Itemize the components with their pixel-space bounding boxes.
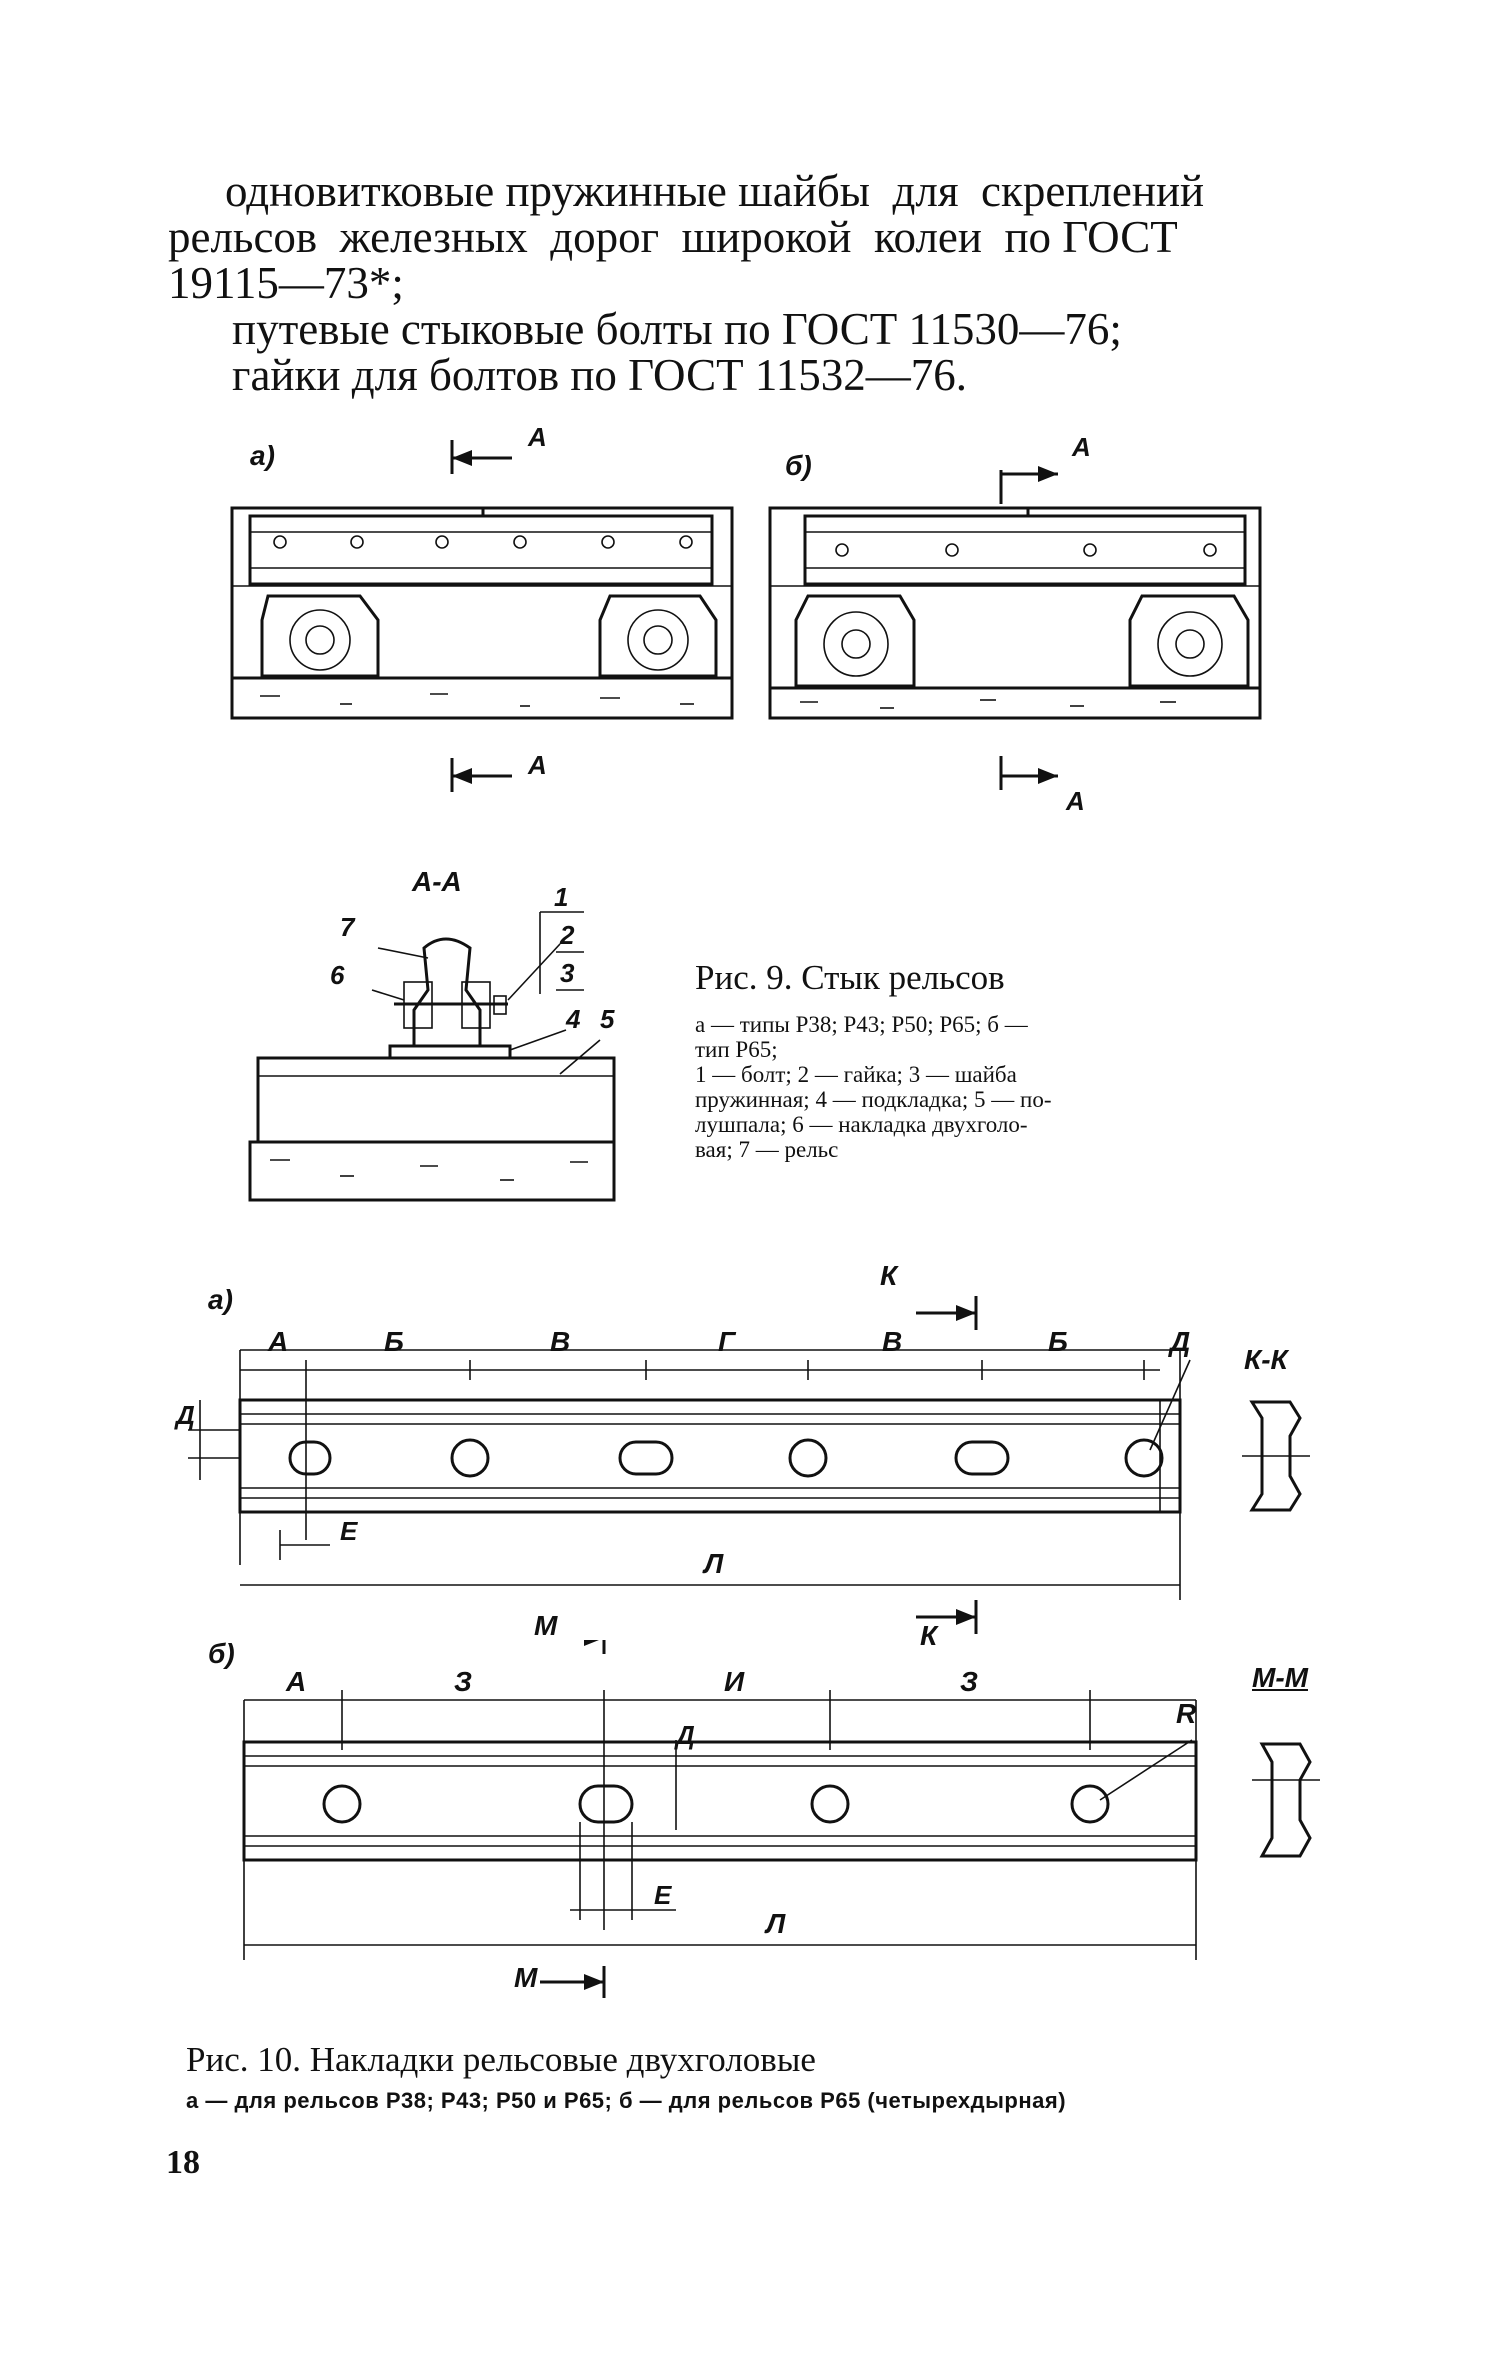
fig9-panel-a bbox=[232, 440, 732, 792]
fig9-legend-line: лушпала; 6 — накладка двухголо- bbox=[695, 1112, 1028, 1137]
text-line-4: путевые стыковые болты по ГОСТ 11530—76; bbox=[232, 304, 1122, 354]
fig10-section-mm: М-М bbox=[1252, 1662, 1308, 1693]
fig10-section-m-top: М bbox=[534, 1610, 558, 1641]
fig10-panel-b bbox=[244, 1640, 1320, 1998]
fig9-section-mark-a-bottom: А bbox=[528, 750, 547, 780]
figure-10b-drawing bbox=[0, 1640, 1501, 2020]
fig10-section-k-bottom: К bbox=[920, 1620, 938, 1651]
fig10-dim-a2: Б bbox=[384, 1326, 404, 1357]
fig10-dim-a1: А bbox=[268, 1326, 289, 1357]
fig10-dim-b4: З bbox=[960, 1666, 978, 1697]
fig9-legend-line: пружинная; 4 — подкладка; 5 — по- bbox=[695, 1087, 1052, 1112]
fig9-part-4: 4 bbox=[566, 1004, 581, 1034]
fig9-section-aa bbox=[250, 912, 614, 1200]
fig10-dim-a3: В bbox=[550, 1326, 571, 1357]
fig10-dim-b5: R bbox=[1176, 1698, 1197, 1729]
fig9-label-b: б) bbox=[785, 450, 812, 481]
fig9-section-mark-a-top: А bbox=[528, 422, 547, 452]
fig10-section-m-bottom: М bbox=[514, 1962, 538, 1993]
fig9-caption: Рис. 9. Стык рельсов bbox=[695, 958, 1005, 997]
text-line-5: гайки для болтов по ГОСТ 11532—76. bbox=[232, 350, 967, 400]
fig9-label-a: а) bbox=[250, 440, 275, 471]
fig10-dim-b1: А bbox=[286, 1666, 307, 1697]
fig9-legend-line: тип Р65; bbox=[695, 1037, 778, 1062]
fig9-section-mark-b-top: А bbox=[1072, 432, 1091, 462]
fig9-section-mark-b-bottom: А bbox=[1066, 786, 1085, 816]
fig10-len-label-b: Л bbox=[766, 1908, 786, 1939]
fig9-legend-line: а — типы Р38; Р43; Р50; Р65; б — bbox=[695, 1012, 1028, 1037]
fig9-panel-b bbox=[770, 466, 1260, 790]
fig10-label-b: б) bbox=[208, 1638, 235, 1669]
fig10-dim-b2: З bbox=[454, 1666, 472, 1697]
fig10-d-label: Д bbox=[176, 1400, 195, 1430]
text-line-1: одновитковые пружинные шайбы для скреплений bbox=[225, 166, 1205, 216]
fig10-dim-a6: Б bbox=[1048, 1326, 1068, 1357]
fig9-part-3: 3 bbox=[560, 958, 575, 988]
fig10-d-label-b: Д bbox=[676, 1720, 695, 1750]
fig10-e-label-b: Е bbox=[654, 1880, 672, 1910]
fig9-section-title: А-А bbox=[412, 866, 462, 897]
text-line-2: рельсов железных дорог широкой колеи по ГОСТ bbox=[168, 212, 1178, 262]
fig10-dim-a4: Г bbox=[718, 1326, 736, 1357]
fig10-panel-a bbox=[188, 1296, 1310, 1634]
fig10-dim-b3: И bbox=[724, 1666, 745, 1697]
fig10-section-kk: К-К bbox=[1244, 1344, 1288, 1375]
fig10-legend: а — для рельсов Р38; Р43; Р50 и Р65; б — для рельсов Р65 (четырехдырная) bbox=[186, 2088, 1067, 2113]
fig9-part-2: 2 bbox=[560, 920, 575, 950]
fig10-label-a: а) bbox=[208, 1284, 233, 1315]
fig9-legend-line: вая; 7 — рельс bbox=[695, 1137, 839, 1162]
fig9-legend-line: 1 — болт; 2 — гайка; 3 — шайба bbox=[695, 1062, 1017, 1087]
fig10-dim-a7: Д bbox=[1170, 1326, 1191, 1357]
fig9-part-7: 7 bbox=[340, 912, 355, 942]
fig9-legend bbox=[695, 1012, 1225, 1162]
text-line-3: 19115—73*; bbox=[168, 258, 404, 308]
fig10-caption: Рис. 10. Накладки рельсовые двухголовые bbox=[186, 2040, 816, 2079]
page-number: 18 bbox=[166, 2144, 200, 2181]
fig9-part-1: 1 bbox=[554, 882, 569, 912]
fig10-dim-a5: В bbox=[882, 1326, 903, 1357]
fig9-part-6: 6 bbox=[330, 960, 345, 990]
fig10-len-label-a: Л bbox=[704, 1548, 724, 1579]
fig10-section-k-top: К bbox=[880, 1260, 898, 1291]
fig10-e-label-a: Е bbox=[340, 1516, 358, 1546]
fig9-part-5: 5 bbox=[600, 1004, 615, 1034]
